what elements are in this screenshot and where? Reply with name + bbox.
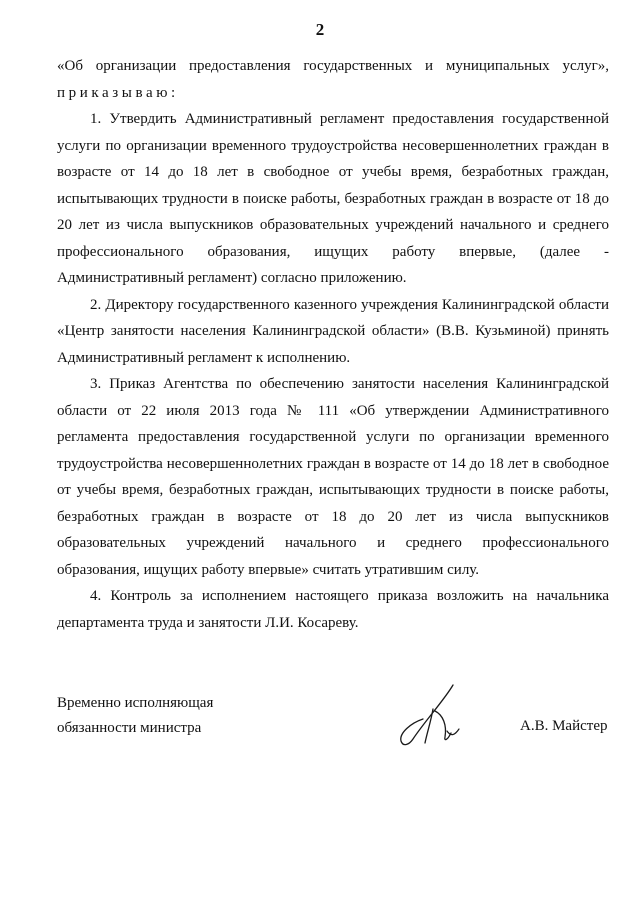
signatory-position bbox=[57, 691, 213, 741]
paragraph-lead: «Об организации предоставления государственных и муниципальных услуг», bbox=[57, 58, 609, 74]
paragraph-item-4: 4. Контроль за исполнением настоящего приказа возложить на начальника департамента труда и занятости Л.И. Косареву. bbox=[57, 588, 609, 631]
paragraph-item-3: 3. Приказ Агентства по обеспечению занятости населения Калининградской области от 22 июля 2013 года № 111 «Об утверждении Административного регламента предоставления государственной услуги по организации временного трудоустройства несовершеннолетних граждан в возрасте от 14 до 18 лет в свободное от учебы время, безработных граждан, испытывающих трудности в поиске работы, безработных граждан в возрасте от 18 до 20 лет из числа выпускников образовательных учреждений начального и среднего профессионального образования, ищущих работу впервые» считать утратившим силу. bbox=[57, 376, 609, 578]
signatory-position-line2: обязанности министра bbox=[57, 720, 202, 736]
signatory-name: А.В. Майстер bbox=[520, 718, 608, 734]
page-number: 2 bbox=[315, 20, 325, 39]
handwritten-signature bbox=[395, 681, 475, 751]
signatory-position-line1: Временно исполняющая bbox=[57, 695, 214, 711]
order-word: приказываю: bbox=[57, 84, 179, 101]
paragraph-item-1: 1. Утвердить Административный регламент предоставления государственной услуги по организации временного трудоустройства несовершеннолетних граждан в возрасте от 14 до 18 лет в свободное от учебы время, безработных граждан, испытывающих трудности в поиске работы, безработных граждан в возрасте от 18 до 20 лет из числа выпускников образовательных учреждений начального и среднего профессионального образования, ищущих работу впервые, (далее - Административный регламент) согласно приложению. bbox=[57, 111, 609, 286]
paragraph-item-2: 2. Директору государственного казенного учреждения Калининградской области «Центр занятости населения Калининградской области» (В.В. Кузьминой) принять Административный регламент к исполнению. bbox=[57, 296, 609, 366]
order-body bbox=[57, 53, 609, 636]
